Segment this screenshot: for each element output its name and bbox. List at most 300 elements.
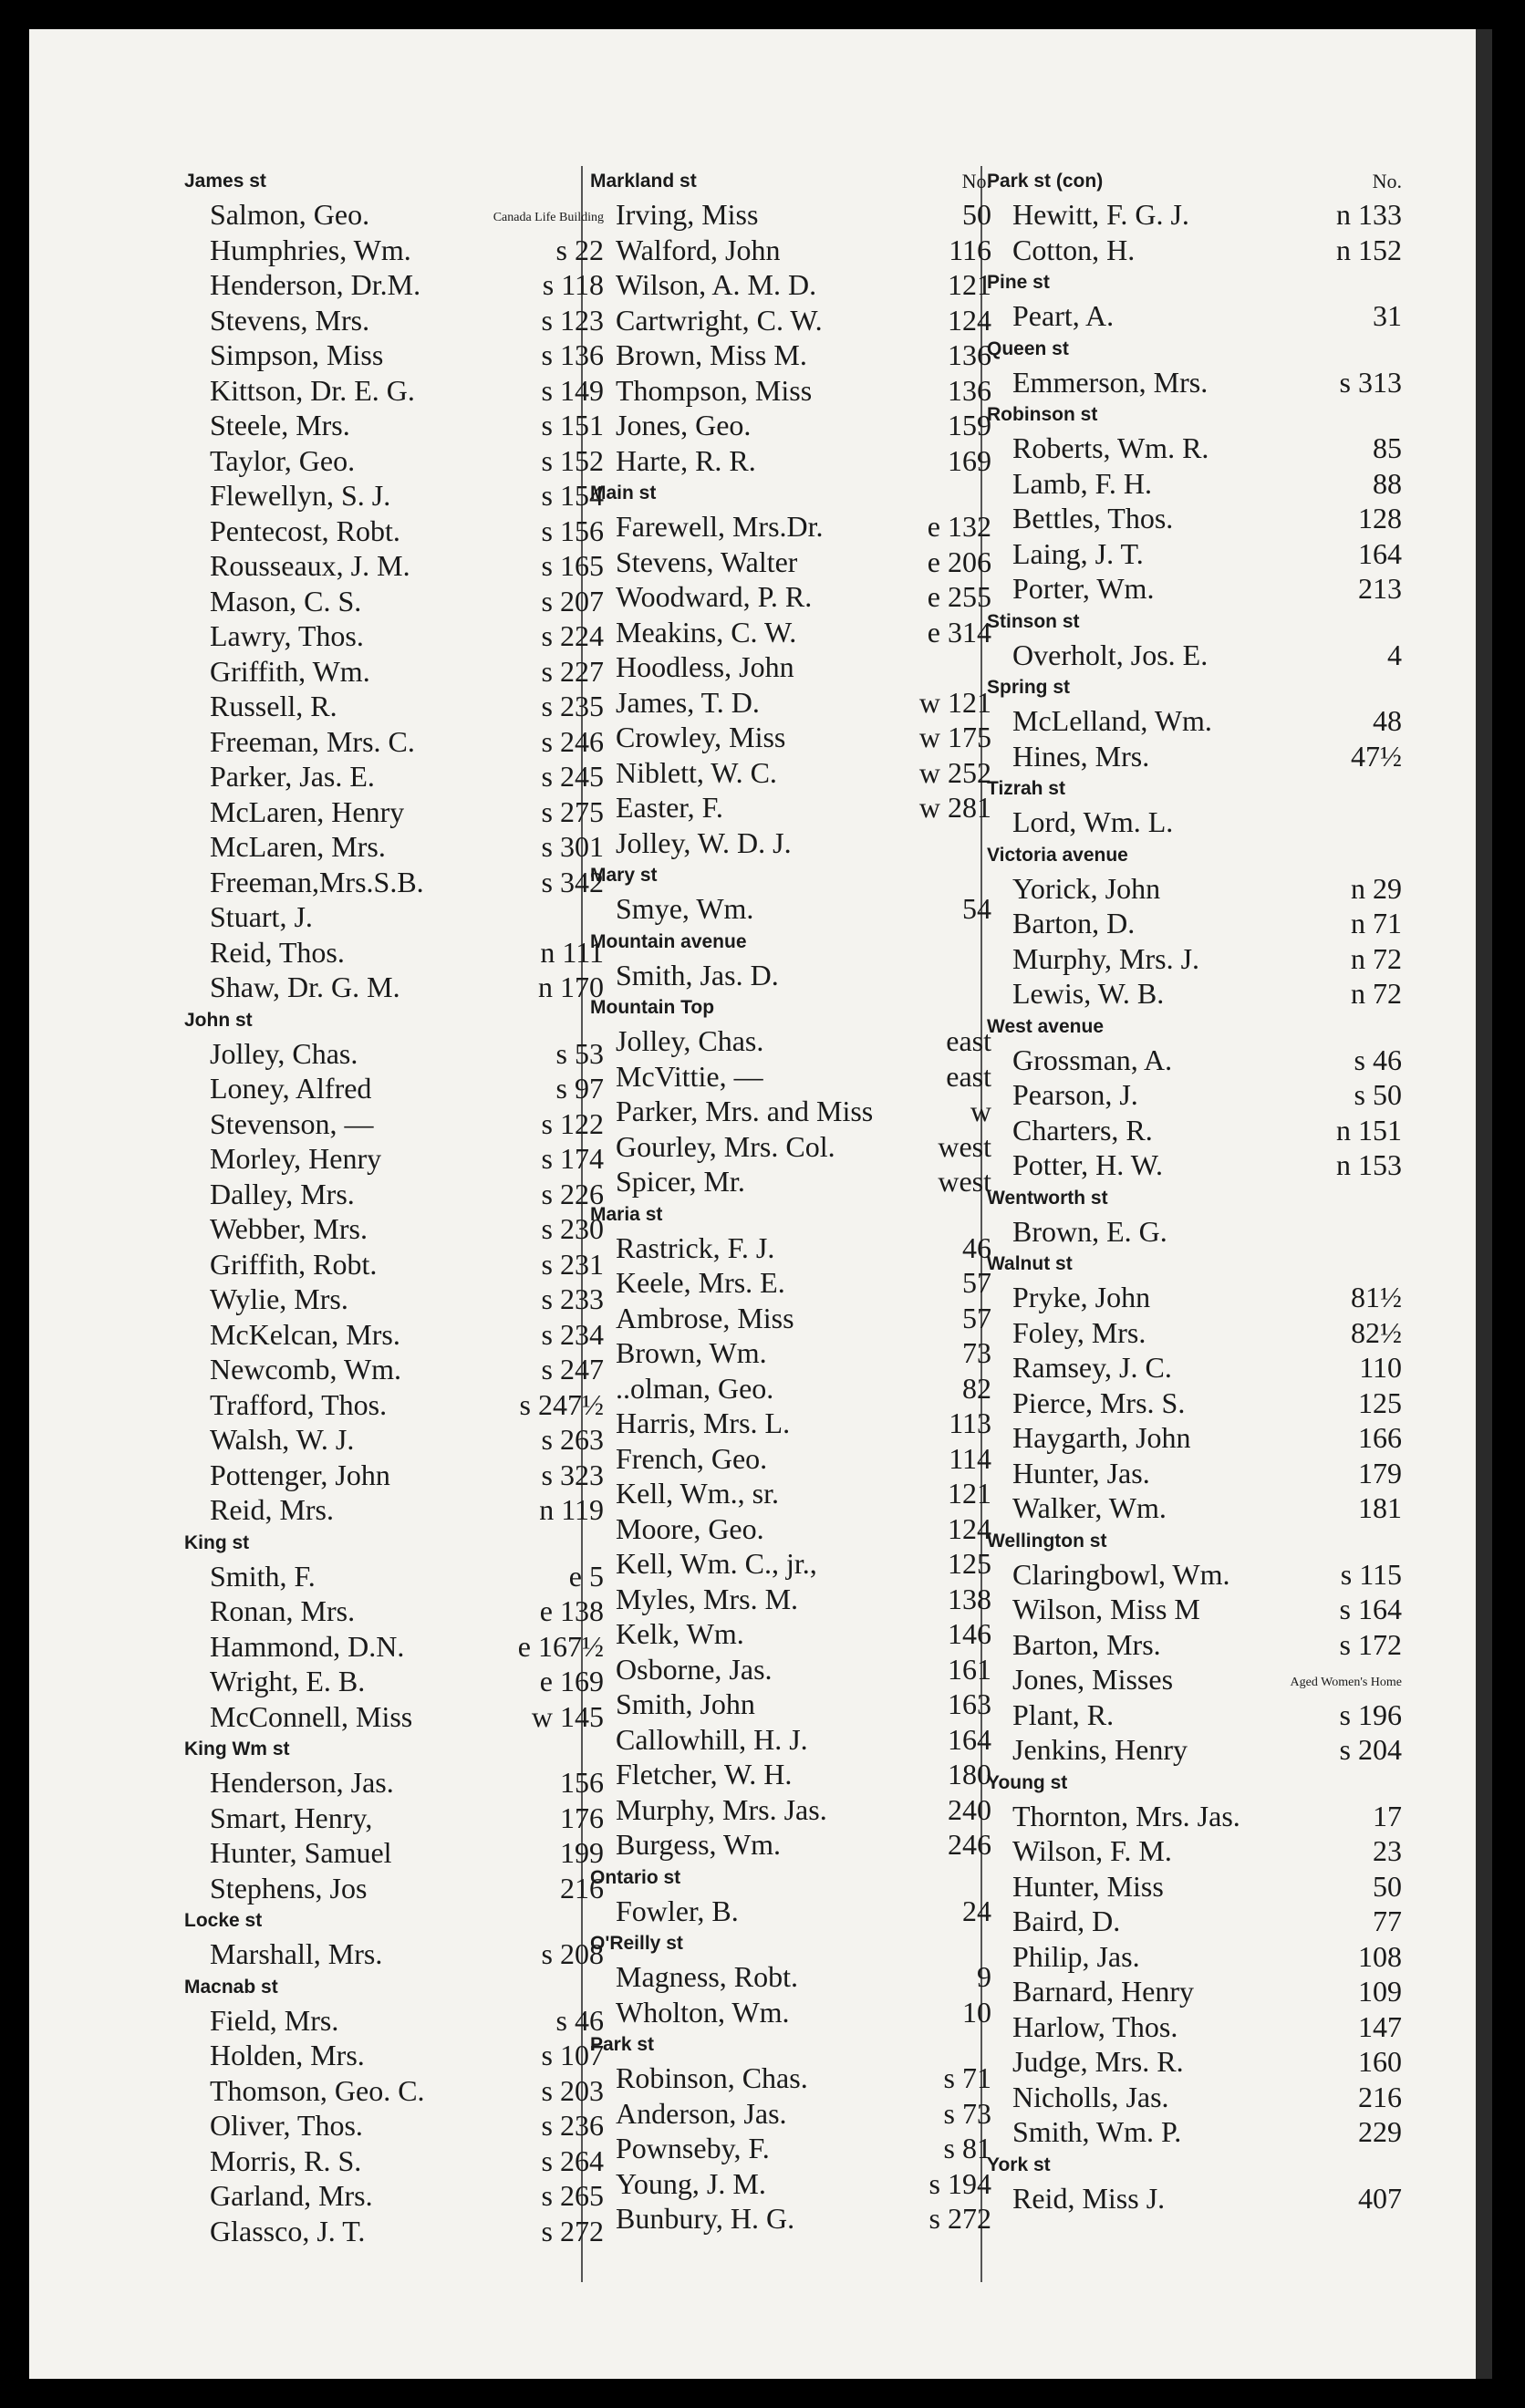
house-number: s 227 [541, 654, 604, 688]
street-name: Robinson st [987, 404, 1098, 425]
resident-entry [590, 1476, 1001, 1511]
house-number: 114 [949, 1441, 991, 1475]
resident-entry [184, 233, 613, 268]
resident-entry [590, 1827, 1001, 1863]
resident-name: Stevens, Walter [616, 545, 798, 578]
resident-entry [987, 1799, 1411, 1834]
street-section [590, 1928, 1001, 2029]
resident-name: Peart, A. [1012, 299, 1115, 332]
resident-name: Magness, Robt. [616, 1960, 798, 1993]
resident-entry [590, 720, 1001, 755]
resident-entry [987, 1662, 1411, 1697]
house-number: 407 [1358, 2181, 1402, 2215]
resident-name: Harte, R. R. [616, 443, 756, 477]
street-section [987, 267, 1411, 334]
resident-entry [987, 871, 1411, 907]
resident-entry [987, 703, 1411, 739]
resident-entry [184, 618, 613, 654]
house-number: s 123 [541, 303, 604, 337]
building-note: Aged Women's Home [1290, 1676, 1402, 1690]
resident-name: Keele, Mrs. E. [616, 1266, 785, 1299]
resident-name: Flewellyn, S. J. [210, 479, 391, 512]
resident-name: Lord, Wm. L. [1012, 805, 1174, 838]
resident-name: Smith, John [616, 1687, 755, 1720]
resident-name: Farewell, Mrs.Dr. [616, 510, 824, 543]
resident-entry [987, 536, 1411, 572]
resident-name: Harris, Mrs. L. [616, 1406, 791, 1439]
resident-entry [184, 2178, 613, 2214]
house-number: 10 [962, 1995, 991, 2029]
house-number: 160 [1358, 2045, 1402, 2078]
resident-name: Hewitt, F. G. J. [1012, 198, 1189, 231]
resident-entry [590, 1371, 1001, 1406]
street-section [987, 1526, 1411, 1768]
house-number: s 50 [1354, 1078, 1402, 1111]
house-number: s 313 [1339, 365, 1402, 399]
house-number: s 272 [928, 2202, 991, 2235]
resident-entry [590, 1687, 1001, 1722]
resident-entry [184, 267, 613, 303]
resident-entry [184, 1765, 613, 1801]
resident-name: Niblett, W. C. [616, 755, 777, 789]
street-name: Wentworth st [987, 1187, 1108, 1209]
street-heading [184, 1972, 613, 2003]
house-number: s 194 [928, 2166, 991, 2200]
street-section [987, 1249, 1411, 1526]
resident-entry [987, 2009, 1411, 2045]
street-heading [590, 992, 1001, 1023]
resident-entry [184, 373, 613, 409]
house-number: e 206 [927, 545, 991, 578]
resident-name: Charters, R. [1012, 1113, 1153, 1147]
resident-entry [987, 1350, 1411, 1386]
street-name: Queen st [987, 337, 1069, 359]
street-section [987, 2150, 1411, 2216]
resident-entry [184, 759, 613, 794]
resident-name: Laing, J. T. [1012, 536, 1144, 570]
resident-entry [987, 976, 1411, 1012]
resident-entry [987, 1833, 1411, 1869]
house-number: 31 [1373, 299, 1402, 332]
house-number: s 97 [555, 1072, 604, 1105]
street-name: Maria st [590, 1203, 663, 1225]
resident-name: Griffith, Robt. [210, 1247, 378, 1281]
street-name: Locke st [184, 1910, 263, 1931]
house-number: n 71 [1351, 907, 1402, 939]
resident-name: Porter, Wm. [1012, 572, 1155, 605]
resident-name: Parker, Jas. E. [210, 760, 375, 793]
resident-name: Easter, F. [616, 791, 723, 824]
street-heading [184, 1528, 613, 1559]
street-heading [987, 1249, 1411, 1280]
resident-name: Fowler, B. [616, 1894, 739, 1927]
resident-entry [987, 1077, 1411, 1113]
house-number: e 167½ [517, 1629, 604, 1663]
resident-entry [987, 804, 1411, 840]
street-section [987, 166, 1411, 267]
street-name: Mary st [590, 865, 658, 886]
house-number: s 231 [541, 1247, 604, 1281]
street-heading [590, 927, 1001, 958]
resident-entry [184, 1936, 613, 1972]
resident-name: Jolley, Chas. [616, 1024, 764, 1057]
resident-entry [184, 970, 613, 1005]
resident-name: Walker, Wm. [1012, 1491, 1167, 1524]
resident-entry [590, 1441, 1001, 1477]
street-heading [987, 400, 1411, 431]
house-number: 121 [948, 268, 991, 301]
resident-entry [184, 1141, 613, 1177]
resident-name: Humphries, Wm. [210, 233, 411, 266]
house-number: s 207 [541, 584, 604, 618]
resident-name: Wilson, F. M. [1012, 1834, 1172, 1867]
resident-entry [987, 739, 1411, 774]
resident-name: McConnell, Miss [210, 1699, 413, 1733]
resident-name: Hoodless, John [616, 650, 794, 683]
house-number: 23 [1373, 1834, 1402, 1867]
resident-entry [590, 1652, 1001, 1687]
street-name: Main st [590, 483, 657, 503]
resident-name: Pearson, J. [1012, 1078, 1138, 1111]
house-number: s 246 [541, 724, 604, 758]
resident-entry [987, 233, 1411, 268]
resident-entry [184, 654, 613, 690]
directory-page [29, 29, 1492, 2379]
resident-name: ..olman, Geo. [616, 1371, 774, 1405]
resident-name: Kittson, Dr. E. G. [210, 373, 415, 407]
resident-name: Marshall, Mrs. [210, 1937, 383, 1970]
house-number: 125 [1358, 1386, 1402, 1419]
resident-entry [184, 2214, 613, 2249]
resident-entry [590, 1129, 1001, 1165]
resident-name: Stevenson, — [210, 1106, 374, 1140]
house-number: s 204 [1339, 1733, 1402, 1766]
resident-entry [590, 1546, 1001, 1582]
house-number: n 170 [538, 970, 604, 1003]
resident-name: Henderson, Jas. [210, 1766, 394, 1799]
resident-name: Jolley, W. D. J. [616, 825, 792, 859]
street-section [987, 1768, 1411, 2150]
resident-name: McLaren, Henry [210, 794, 405, 828]
house-number: s 151 [541, 409, 604, 441]
resident-entry [987, 1627, 1411, 1663]
resident-entry [184, 1317, 613, 1353]
house-number: s 226 [541, 1177, 604, 1210]
resident-entry [987, 431, 1411, 466]
resident-name: Kell, Wm., sr. [616, 1477, 779, 1510]
resident-name: James, T. D. [616, 685, 760, 719]
resident-name: Haygarth, John [1012, 1421, 1191, 1454]
resident-entry [590, 1094, 1001, 1129]
resident-name: Hines, Mrs. [1012, 739, 1150, 773]
house-number: 81½ [1351, 1281, 1402, 1313]
resident-name: Reid, Thos. [210, 935, 345, 969]
resident-entry [590, 1792, 1001, 1828]
street-section [590, 166, 1001, 478]
house-number: 180 [948, 1758, 991, 1790]
resident-name: Burgess, Wm. [616, 1828, 782, 1861]
resident-name: Brown, E. G. [1012, 1214, 1167, 1248]
resident-name: Robinson, Chas. [616, 2061, 808, 2094]
resident-name: McKelcan, Mrs. [210, 1317, 400, 1351]
resident-name: Emmerson, Mrs. [1012, 365, 1209, 399]
resident-name: Smart, Henry, [210, 1801, 373, 1834]
street-name: Victoria avenue [987, 844, 1128, 866]
resident-name: Reid, Mrs. [210, 1493, 334, 1526]
house-number: 164 [1358, 536, 1402, 570]
street-heading [590, 478, 1001, 509]
resident-entry [184, 1211, 613, 1247]
resident-name: Smye, Wm. [616, 892, 754, 925]
house-number: n 72 [1351, 977, 1402, 1010]
resident-name: Thornton, Mrs. Jas. [1012, 1799, 1240, 1832]
house-number: s 208 [541, 1937, 604, 1970]
resident-name: Russell, R. [210, 690, 337, 722]
resident-name: Stevens, Mrs. [210, 303, 370, 337]
resident-name: Young, J. M. [616, 2166, 766, 2200]
street-heading [987, 334, 1411, 365]
resident-entry [590, 790, 1001, 825]
street-name: King Wm st [184, 1739, 290, 1759]
resident-entry [184, 935, 613, 970]
house-number: 54 [962, 892, 991, 925]
street-name: Pine st [987, 272, 1050, 293]
house-number: 213 [1358, 572, 1402, 605]
house-number [493, 197, 604, 233]
house-number: n 119 [539, 1493, 604, 1526]
house-number: s 247 [541, 1353, 604, 1386]
house-number: s 342 [541, 865, 604, 898]
resident-entry [184, 899, 613, 935]
street-section [184, 1972, 613, 2249]
resident-entry [590, 2060, 1001, 2096]
house-number: w 281 [918, 791, 991, 824]
house-number: 161 [948, 1652, 991, 1686]
resident-entry [184, 584, 613, 619]
house-number: e 169 [539, 1665, 604, 1697]
house-number: 47½ [1351, 739, 1402, 773]
house-number: 82½ [1351, 1315, 1402, 1349]
resident-entry [987, 1214, 1411, 1250]
house-number: n 151 [1336, 1113, 1402, 1147]
resident-name: Irving, Miss [616, 198, 759, 231]
resident-name: Stuart, J. [210, 900, 313, 933]
house-number: 136 [948, 338, 991, 371]
resident-name: Thomson, Geo. C. [210, 2073, 425, 2107]
resident-entry [184, 443, 613, 479]
house-number: s 71 [943, 2061, 991, 2094]
resident-entry [184, 2073, 613, 2109]
house-number: 9 [977, 1960, 991, 1993]
resident-name: Freeman, Mrs. C. [210, 724, 415, 758]
resident-name: Steele, Mrs. [210, 409, 350, 441]
street-name: Spring st [987, 677, 1071, 698]
resident-entry [184, 1801, 613, 1836]
street-section [987, 840, 1411, 1012]
house-number: w [970, 1095, 991, 1127]
street-section [590, 478, 1001, 860]
house-number: 128 [1358, 502, 1402, 535]
resident-entry [590, 1894, 1001, 1929]
resident-entry [184, 794, 613, 830]
resident-entry [590, 373, 1001, 409]
street-section [987, 400, 1411, 607]
resident-entry [184, 2143, 613, 2179]
resident-entry [184, 1177, 613, 1212]
house-number: s 164 [1339, 1593, 1402, 1625]
resident-name: McVittie, — [616, 1059, 763, 1093]
resident-name: Myles, Mrs. M. [616, 1582, 799, 1615]
resident-entry [590, 615, 1001, 650]
house-number: 169 [948, 443, 991, 477]
house-number: e 255 [927, 580, 991, 613]
resident-entry [184, 2038, 613, 2073]
resident-name: Harlow, Thos. [1012, 2009, 1178, 2043]
house-number: 50 [1373, 1869, 1402, 1903]
resident-entry [590, 1230, 1001, 1266]
resident-entry [590, 891, 1001, 927]
house-number: s 107 [541, 2039, 604, 2071]
resident-name: Hunter, Samuel [210, 1836, 392, 1869]
resident-entry [184, 2108, 613, 2143]
house-number: s 53 [555, 1036, 604, 1070]
resident-entry [184, 1492, 613, 1528]
resident-entry [590, 755, 1001, 791]
house-number: 124 [948, 303, 991, 337]
resident-entry [987, 1869, 1411, 1905]
resident-entry [987, 1592, 1411, 1627]
house-number: n 29 [1351, 871, 1402, 905]
house-number: 116 [949, 233, 991, 266]
resident-entry [590, 1335, 1001, 1371]
street-heading [590, 860, 1001, 891]
resident-name: Hunter, Miss [1012, 1869, 1164, 1903]
resident-entry [987, 2114, 1411, 2150]
resident-entry [590, 1616, 1001, 1652]
house-number: 240 [948, 1792, 991, 1826]
resident-name: Walsh, W. J. [210, 1423, 355, 1456]
resident-name: Morris, R. S. [210, 2143, 362, 2177]
house-number: 88 [1373, 466, 1402, 500]
resident-name: Crowley, Miss [616, 721, 786, 753]
house-number: s 156 [541, 514, 604, 547]
house-number [1291, 1662, 1402, 1697]
street-heading [590, 2029, 1001, 2060]
resident-name: Thompson, Miss [616, 373, 813, 407]
resident-entry [590, 197, 1001, 233]
resident-entry [987, 466, 1411, 502]
resident-name: Moore, Geo. [616, 1511, 764, 1545]
resident-name: Walford, John [616, 233, 781, 266]
resident-name: Potter, H. W. [1012, 1148, 1163, 1181]
resident-entry [987, 298, 1411, 334]
resident-name: Grossman, A. [1012, 1043, 1173, 1076]
resident-entry [987, 638, 1411, 673]
street-section [590, 992, 1001, 1199]
house-number: 48 [1373, 704, 1402, 737]
directory-column-1 [184, 166, 613, 2248]
street-heading [987, 267, 1411, 298]
resident-entry [590, 1582, 1001, 1617]
house-number: s 224 [541, 619, 604, 652]
street-section [987, 334, 1411, 400]
resident-entry [590, 1995, 1001, 2030]
resident-name: Webber, Mrs. [210, 1212, 368, 1245]
house-number: s 46 [555, 2003, 604, 2037]
street-name: Walnut st [987, 1253, 1073, 1274]
resident-entry [184, 2003, 613, 2039]
resident-name: Plant, R. [1012, 1697, 1115, 1731]
resident-entry [590, 303, 1001, 338]
house-number: 166 [1358, 1421, 1402, 1454]
street-section [184, 1005, 613, 1528]
house-number: s 275 [541, 794, 604, 828]
resident-name: Freeman,Mrs.S.B. [210, 865, 424, 898]
resident-name: Yorick, John [1012, 871, 1161, 905]
resident-entry [590, 545, 1001, 580]
resident-entry [184, 724, 613, 760]
resident-entry [184, 1835, 613, 1871]
resident-name: Anderson, Jas. [616, 2096, 787, 2130]
house-number: s 301 [541, 830, 604, 863]
resident-entry [590, 1164, 1001, 1199]
resident-entry [590, 443, 1001, 479]
resident-name: Brown, Miss M. [616, 338, 807, 371]
resident-name: Dalley, Mrs. [210, 1177, 355, 1210]
house-number: 57 [962, 1266, 991, 1299]
street-heading [987, 166, 1411, 197]
house-number: 176 [560, 1801, 604, 1834]
street-name: John st [184, 1009, 253, 1031]
house-number: 159 [948, 409, 991, 441]
resident-name: Parker, Mrs. and Miss [616, 1095, 874, 1127]
resident-entry [590, 958, 1001, 993]
resident-name: Trafford, Thos. [210, 1387, 388, 1421]
resident-entry [590, 685, 1001, 721]
resident-name: Ronan, Mrs. [210, 1594, 356, 1627]
house-number: west [938, 1165, 991, 1198]
resident-name: Overholt, Jos. E. [1012, 638, 1209, 671]
house-number: s 263 [541, 1423, 604, 1456]
house-number: 164 [948, 1722, 991, 1756]
street-section [987, 672, 1411, 773]
resident-name: Bunbury, H. G. [616, 2202, 795, 2235]
house-number: 82 [962, 1371, 991, 1405]
resident-entry [590, 1059, 1001, 1095]
resident-entry [987, 1420, 1411, 1456]
street-section [987, 607, 1411, 673]
house-number: 138 [948, 1582, 991, 1615]
resident-entry [590, 825, 1001, 861]
resident-entry [987, 2181, 1411, 2216]
house-number: e 138 [539, 1594, 604, 1627]
resident-name: Pownseby, F. [616, 2132, 770, 2164]
street-section [590, 1199, 1001, 1863]
resident-entry [184, 197, 613, 233]
directory-column-2 [590, 166, 1001, 2237]
house-number: s 122 [541, 1106, 604, 1140]
street-heading [590, 166, 1001, 197]
house-number: 24 [962, 1894, 991, 1927]
house-number: s 203 [541, 2073, 604, 2107]
resident-name: Wright, E. B. [210, 1665, 366, 1697]
resident-entry [590, 1722, 1001, 1758]
house-number: n 152 [1336, 233, 1402, 266]
resident-name: Ramsey, J. C. [1012, 1351, 1172, 1384]
house-number: 108 [1358, 1939, 1402, 1973]
resident-entry [184, 478, 613, 514]
house-number: 17 [1373, 1799, 1402, 1832]
